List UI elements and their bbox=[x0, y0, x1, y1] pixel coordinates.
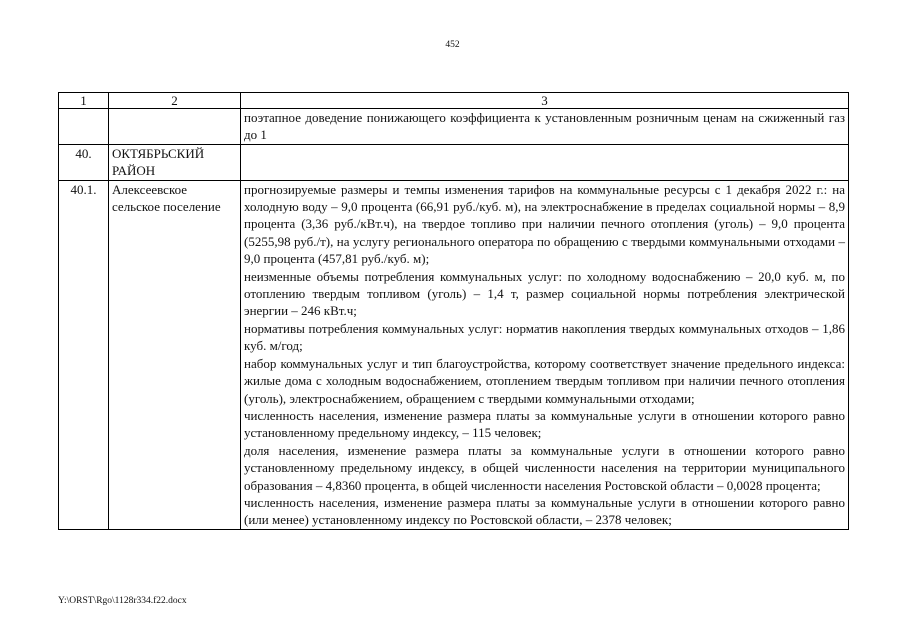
continuation-name-cell bbox=[109, 109, 241, 145]
paragraph-consumption-volumes: неизменные объемы потребления коммунальных услуг: по холодному водоснабжению – 20,0 куб. м, по отоплению твердым топливом (уголь) – 1,4 т, размер социальной нормы потребления электрической энергии – 246 кВт.ч; bbox=[244, 268, 845, 319]
paragraph-tariffs: прогнозируемые размеры и темпы изменения тарифов на коммунальные ресурсы с 1 декабря 2022 г.: на холодную воду – 9,0 процента (66,91 руб./куб. м), на электроснабжение в пределах социальной нормы – 8,9 процента (3,36 руб./кВт.ч), на твердое топливо при наличии печного отопления (уголь) – 9,0 процента (5255,98 руб./т), на услугу регионального оператора по обращению с твердыми коммунальными отходами – 9,0 процента (457,81 руб./куб. м); bbox=[244, 181, 845, 267]
continuation-row bbox=[59, 109, 849, 145]
paragraph-population-count: численность населения, изменение размера платы за коммунальные услуги в отношении которого равно установленному предельному индексу, – 115 человек; bbox=[244, 407, 845, 441]
district-row bbox=[59, 144, 849, 180]
settlement-description bbox=[241, 180, 849, 529]
paragraph-services-set: набор коммунальных услуг и тип благоустройства, которому соответствует значение предельного индекса: жилые дома с холодным водоснабжением, отоплением твердым топливом при наличии печного отопления (уголь), электроснабжением, обращением с твердыми коммунальными отходами; bbox=[244, 355, 845, 406]
settlement-number: 40.1. bbox=[59, 180, 109, 529]
page-number: 452 bbox=[445, 40, 460, 50]
settlement-name: Алексеевское сельское поселение bbox=[109, 180, 241, 529]
paragraph-consumption-norms: нормативы потребления коммунальных услуг: норматив накопления твердых коммунальных отходов – 1,86 куб. м/год; bbox=[244, 320, 845, 354]
paragraph-population-share: доля населения, изменение размера платы за коммунальные услуги в отношении которого равно установленному предельному индексу, в общей численности населения на территории муниципального образования – 4,8360 процента, в общей численности населения Ростовской области – 0,0028 процента; bbox=[244, 442, 845, 493]
column-header-3: 3 bbox=[241, 93, 849, 109]
paragraph-population-regional: численность населения, изменение размера платы за коммунальные услуги в отношении которого равно (или менее) установленному индексу по Ростовской области, – 2378 человек; bbox=[244, 494, 845, 528]
table-header-row bbox=[59, 93, 849, 109]
tariff-table bbox=[58, 92, 849, 530]
continuation-number-cell bbox=[59, 109, 109, 145]
district-description-cell bbox=[241, 144, 849, 180]
column-header-2: 2 bbox=[109, 93, 241, 109]
district-name: ОКТЯБРЬСКИЙ РАЙОН bbox=[109, 144, 241, 180]
continuation-text: поэтапное доведение понижающего коэффициента к установленным розничным ценам на сжиженный газ до 1 bbox=[241, 109, 849, 145]
file-path-footer: Y:\ORST\Rgo\1128r334.f22.docx bbox=[58, 596, 187, 606]
column-header-1: 1 bbox=[59, 93, 109, 109]
district-number: 40. bbox=[59, 144, 109, 180]
settlement-row bbox=[59, 180, 849, 529]
